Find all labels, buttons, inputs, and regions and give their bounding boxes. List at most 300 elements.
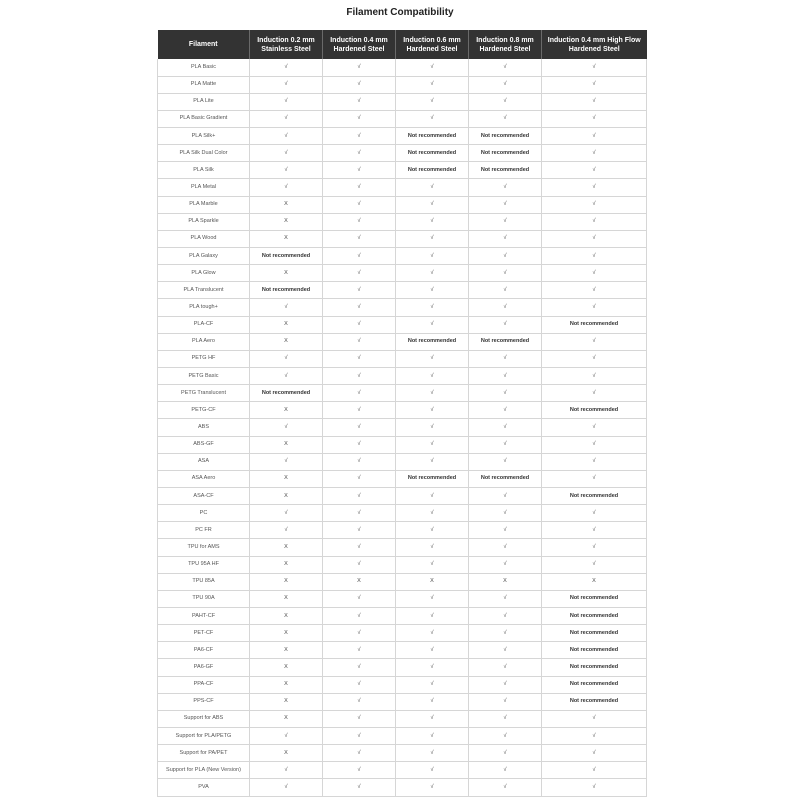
nozzle-04-high-flow-cell: √ xyxy=(542,213,647,230)
nozzle-04-hardened-cell: √ xyxy=(323,213,396,230)
nozzle-08-hardened-cell: Not recommended xyxy=(469,162,542,179)
table-row xyxy=(158,179,647,196)
nozzle-02-stainless-cell: X xyxy=(250,213,323,230)
nozzle-04-hardened-cell: √ xyxy=(323,59,396,76)
nozzle-08-hardened-cell: √ xyxy=(469,710,542,727)
nozzle-04-high-flow-cell: √ xyxy=(542,368,647,385)
filament-name-cell: PETG Translucent xyxy=(158,385,250,402)
table-row xyxy=(158,368,647,385)
table-row xyxy=(158,573,647,590)
nozzle-04-high-flow-cell: √ xyxy=(542,419,647,436)
filament-name-cell: PVA xyxy=(158,779,250,796)
nozzle-08-hardened-cell: √ xyxy=(469,110,542,127)
nozzle-02-stainless-cell: √ xyxy=(250,350,323,367)
table-body xyxy=(158,59,647,796)
nozzle-08-hardened-cell: √ xyxy=(469,316,542,333)
table-row xyxy=(158,488,647,505)
nozzle-04-high-flow-cell: Not recommended xyxy=(542,402,647,419)
page-title: Filament Compatibility xyxy=(346,7,454,18)
table-row xyxy=(158,590,647,607)
nozzle-04-high-flow-cell: Not recommended xyxy=(542,676,647,693)
nozzle-04-hardened-cell: √ xyxy=(323,608,396,625)
table-row xyxy=(158,265,647,282)
nozzle-06-hardened-cell: √ xyxy=(396,59,469,76)
nozzle-08-hardened-cell: √ xyxy=(469,59,542,76)
nozzle-04-hardened-cell: √ xyxy=(323,162,396,179)
nozzle-06-hardened-cell: X xyxy=(396,573,469,590)
nozzle-02-stainless-cell: X xyxy=(250,436,323,453)
nozzle-08-hardened-cell: X xyxy=(469,573,542,590)
table-row xyxy=(158,299,647,316)
nozzle-06-hardened-cell: √ xyxy=(396,659,469,676)
nozzle-06-hardened-cell: √ xyxy=(396,213,469,230)
nozzle-06-hardened-cell: Not recommended xyxy=(396,145,469,162)
column-header-nozzle-08-hardened: Induction 0.8 mm Hardened Steel xyxy=(469,30,542,59)
filament-name-cell: PLA Basic Gradient xyxy=(158,110,250,127)
nozzle-02-stainless-cell: √ xyxy=(250,419,323,436)
table-row xyxy=(158,539,647,556)
nozzle-04-high-flow-cell: Not recommended xyxy=(542,642,647,659)
nozzle-06-hardened-cell: √ xyxy=(396,745,469,762)
nozzle-08-hardened-cell: Not recommended xyxy=(469,470,542,487)
nozzle-06-hardened-cell: √ xyxy=(396,350,469,367)
nozzle-02-stainless-cell: X xyxy=(250,316,323,333)
table-row xyxy=(158,608,647,625)
nozzle-06-hardened-cell: Not recommended xyxy=(396,333,469,350)
table-row xyxy=(158,676,647,693)
filament-name-cell: PC FR xyxy=(158,522,250,539)
nozzle-06-hardened-cell: √ xyxy=(396,642,469,659)
table-row xyxy=(158,693,647,710)
table-row xyxy=(158,248,647,265)
filament-name-cell: PLA Silk+ xyxy=(158,128,250,145)
nozzle-02-stainless-cell: √ xyxy=(250,110,323,127)
nozzle-08-hardened-cell: √ xyxy=(469,522,542,539)
nozzle-06-hardened-cell: √ xyxy=(396,727,469,744)
table-row xyxy=(158,522,647,539)
nozzle-06-hardened-cell: √ xyxy=(396,608,469,625)
nozzle-04-high-flow-cell: √ xyxy=(542,727,647,744)
table-row xyxy=(158,727,647,744)
nozzle-06-hardened-cell: √ xyxy=(396,590,469,607)
nozzle-08-hardened-cell: √ xyxy=(469,505,542,522)
nozzle-04-high-flow-cell: √ xyxy=(542,522,647,539)
nozzle-04-hardened-cell: X xyxy=(323,573,396,590)
nozzle-02-stainless-cell: X xyxy=(250,710,323,727)
nozzle-06-hardened-cell: √ xyxy=(396,419,469,436)
nozzle-08-hardened-cell: √ xyxy=(469,488,542,505)
nozzle-06-hardened-cell: √ xyxy=(396,385,469,402)
nozzle-02-stainless-cell: X xyxy=(250,230,323,247)
table-row xyxy=(158,402,647,419)
nozzle-02-stainless-cell: Not recommended xyxy=(250,282,323,299)
nozzle-04-hardened-cell: √ xyxy=(323,505,396,522)
nozzle-02-stainless-cell: √ xyxy=(250,145,323,162)
nozzle-06-hardened-cell: √ xyxy=(396,110,469,127)
nozzle-06-hardened-cell: √ xyxy=(396,436,469,453)
table-row xyxy=(158,470,647,487)
table-header-row xyxy=(158,30,647,59)
nozzle-04-hardened-cell: √ xyxy=(323,230,396,247)
nozzle-04-hardened-cell: √ xyxy=(323,299,396,316)
nozzle-06-hardened-cell: √ xyxy=(396,402,469,419)
nozzle-04-hardened-cell: √ xyxy=(323,93,396,110)
table-row xyxy=(158,505,647,522)
nozzle-04-high-flow-cell: √ xyxy=(542,710,647,727)
nozzle-04-high-flow-cell: Not recommended xyxy=(542,590,647,607)
nozzle-06-hardened-cell: √ xyxy=(396,76,469,93)
nozzle-02-stainless-cell: Not recommended xyxy=(250,385,323,402)
nozzle-02-stainless-cell: X xyxy=(250,573,323,590)
filament-name-cell: TPU 95A HF xyxy=(158,556,250,573)
table-row xyxy=(158,230,647,247)
nozzle-08-hardened-cell: √ xyxy=(469,436,542,453)
nozzle-04-hardened-cell: √ xyxy=(323,693,396,710)
table-row xyxy=(158,76,647,93)
nozzle-04-high-flow-cell: √ xyxy=(542,745,647,762)
nozzle-04-high-flow-cell: √ xyxy=(542,539,647,556)
nozzle-02-stainless-cell: Not recommended xyxy=(250,248,323,265)
table-row xyxy=(158,145,647,162)
nozzle-02-stainless-cell: √ xyxy=(250,162,323,179)
table-row xyxy=(158,93,647,110)
nozzle-04-high-flow-cell: √ xyxy=(542,350,647,367)
nozzle-08-hardened-cell: √ xyxy=(469,213,542,230)
filament-name-cell: PLA Galaxy xyxy=(158,248,250,265)
nozzle-06-hardened-cell: √ xyxy=(396,539,469,556)
nozzle-04-high-flow-cell: √ xyxy=(542,265,647,282)
filament-name-cell: PET-CF xyxy=(158,625,250,642)
table-row xyxy=(158,128,647,145)
nozzle-02-stainless-cell: X xyxy=(250,590,323,607)
nozzle-08-hardened-cell: Not recommended xyxy=(469,128,542,145)
nozzle-08-hardened-cell: √ xyxy=(469,282,542,299)
nozzle-04-high-flow-cell: √ xyxy=(542,179,647,196)
nozzle-06-hardened-cell: √ xyxy=(396,93,469,110)
nozzle-08-hardened-cell: √ xyxy=(469,385,542,402)
table-row xyxy=(158,625,647,642)
filament-name-cell: PLA Silk Dual Color xyxy=(158,145,250,162)
table-row xyxy=(158,779,647,796)
nozzle-04-hardened-cell: √ xyxy=(323,316,396,333)
nozzle-04-hardened-cell: √ xyxy=(323,402,396,419)
nozzle-04-high-flow-cell: Not recommended xyxy=(542,316,647,333)
nozzle-02-stainless-cell: √ xyxy=(250,299,323,316)
table-row xyxy=(158,350,647,367)
nozzle-02-stainless-cell: √ xyxy=(250,368,323,385)
filament-name-cell: PAHT-CF xyxy=(158,608,250,625)
nozzle-08-hardened-cell: √ xyxy=(469,402,542,419)
nozzle-06-hardened-cell: √ xyxy=(396,230,469,247)
nozzle-08-hardened-cell: √ xyxy=(469,230,542,247)
nozzle-06-hardened-cell: √ xyxy=(396,762,469,779)
nozzle-06-hardened-cell: √ xyxy=(396,676,469,693)
nozzle-04-hardened-cell: √ xyxy=(323,710,396,727)
nozzle-04-hardened-cell: √ xyxy=(323,779,396,796)
nozzle-02-stainless-cell: X xyxy=(250,196,323,213)
nozzle-04-high-flow-cell: √ xyxy=(542,282,647,299)
filament-name-cell: ASA xyxy=(158,453,250,470)
nozzle-04-hardened-cell: √ xyxy=(323,642,396,659)
nozzle-04-hardened-cell: √ xyxy=(323,248,396,265)
nozzle-08-hardened-cell: √ xyxy=(469,248,542,265)
nozzle-08-hardened-cell: √ xyxy=(469,642,542,659)
nozzle-06-hardened-cell: √ xyxy=(396,522,469,539)
filament-name-cell: PLA Glow xyxy=(158,265,250,282)
nozzle-08-hardened-cell: √ xyxy=(469,419,542,436)
nozzle-06-hardened-cell: √ xyxy=(396,625,469,642)
nozzle-04-high-flow-cell: √ xyxy=(542,93,647,110)
nozzle-02-stainless-cell: √ xyxy=(250,762,323,779)
filament-name-cell: PLA Matte xyxy=(158,76,250,93)
filament-name-cell: PLA tough+ xyxy=(158,299,250,316)
table-row xyxy=(158,436,647,453)
nozzle-06-hardened-cell: √ xyxy=(396,453,469,470)
nozzle-02-stainless-cell: X xyxy=(250,625,323,642)
nozzle-04-hardened-cell: √ xyxy=(323,368,396,385)
nozzle-04-hardened-cell: √ xyxy=(323,282,396,299)
nozzle-04-high-flow-cell: √ xyxy=(542,110,647,127)
filament-name-cell: TPU for AMS xyxy=(158,539,250,556)
nozzle-04-hardened-cell: √ xyxy=(323,556,396,573)
nozzle-04-high-flow-cell: √ xyxy=(542,470,647,487)
filament-name-cell: PLA Lite xyxy=(158,93,250,110)
nozzle-04-high-flow-cell: √ xyxy=(542,76,647,93)
nozzle-04-hardened-cell: √ xyxy=(323,145,396,162)
nozzle-08-hardened-cell: √ xyxy=(469,762,542,779)
nozzle-02-stainless-cell: X xyxy=(250,265,323,282)
nozzle-08-hardened-cell: √ xyxy=(469,76,542,93)
table-row xyxy=(158,642,647,659)
filament-name-cell: PLA Sparkle xyxy=(158,213,250,230)
nozzle-02-stainless-cell: √ xyxy=(250,779,323,796)
filament-name-cell: PETG HF xyxy=(158,350,250,367)
nozzle-04-hardened-cell: √ xyxy=(323,539,396,556)
nozzle-06-hardened-cell: √ xyxy=(396,265,469,282)
nozzle-04-high-flow-cell: Not recommended xyxy=(542,693,647,710)
filament-name-cell: PLA Translucent xyxy=(158,282,250,299)
nozzle-08-hardened-cell: √ xyxy=(469,350,542,367)
nozzle-04-high-flow-cell: Not recommended xyxy=(542,625,647,642)
table-row xyxy=(158,659,647,676)
nozzle-08-hardened-cell: √ xyxy=(469,779,542,796)
nozzle-04-hardened-cell: √ xyxy=(323,727,396,744)
nozzle-04-hardened-cell: √ xyxy=(323,436,396,453)
nozzle-04-high-flow-cell: √ xyxy=(542,162,647,179)
nozzle-08-hardened-cell: √ xyxy=(469,539,542,556)
nozzle-08-hardened-cell: √ xyxy=(469,179,542,196)
nozzle-02-stainless-cell: X xyxy=(250,745,323,762)
nozzle-08-hardened-cell: √ xyxy=(469,556,542,573)
nozzle-08-hardened-cell: √ xyxy=(469,625,542,642)
nozzle-04-hardened-cell: √ xyxy=(323,470,396,487)
nozzle-04-high-flow-cell: √ xyxy=(542,248,647,265)
nozzle-06-hardened-cell: √ xyxy=(396,505,469,522)
nozzle-04-high-flow-cell: √ xyxy=(542,762,647,779)
filament-name-cell: PETG Basic xyxy=(158,368,250,385)
nozzle-08-hardened-cell: Not recommended xyxy=(469,145,542,162)
filament-name-cell: PLA Silk xyxy=(158,162,250,179)
filament-name-cell: PA6-CF xyxy=(158,642,250,659)
nozzle-02-stainless-cell: √ xyxy=(250,727,323,744)
nozzle-02-stainless-cell: √ xyxy=(250,179,323,196)
nozzle-06-hardened-cell: √ xyxy=(396,316,469,333)
nozzle-02-stainless-cell: X xyxy=(250,642,323,659)
nozzle-04-hardened-cell: √ xyxy=(323,453,396,470)
filament-name-cell: TPU 90A xyxy=(158,590,250,607)
nozzle-04-high-flow-cell: √ xyxy=(542,128,647,145)
filament-name-cell: Support for PLA (New Version) xyxy=(158,762,250,779)
table-row xyxy=(158,162,647,179)
column-header-nozzle-04-high-flow: Induction 0.4 mm High Flow Hardened Steel xyxy=(542,30,647,59)
nozzle-04-high-flow-cell: √ xyxy=(542,59,647,76)
nozzle-08-hardened-cell: √ xyxy=(469,93,542,110)
nozzle-02-stainless-cell: X xyxy=(250,402,323,419)
nozzle-06-hardened-cell: √ xyxy=(396,556,469,573)
nozzle-06-hardened-cell: √ xyxy=(396,248,469,265)
filament-name-cell: PLA Metal xyxy=(158,179,250,196)
nozzle-06-hardened-cell: √ xyxy=(396,693,469,710)
filament-name-cell: ABS-GF xyxy=(158,436,250,453)
nozzle-04-high-flow-cell: √ xyxy=(542,385,647,402)
nozzle-02-stainless-cell: √ xyxy=(250,522,323,539)
nozzle-08-hardened-cell: √ xyxy=(469,453,542,470)
nozzle-08-hardened-cell: √ xyxy=(469,368,542,385)
nozzle-04-high-flow-cell: √ xyxy=(542,145,647,162)
nozzle-02-stainless-cell: X xyxy=(250,470,323,487)
nozzle-04-hardened-cell: √ xyxy=(323,659,396,676)
nozzle-02-stainless-cell: X xyxy=(250,608,323,625)
table-row xyxy=(158,453,647,470)
filament-name-cell: ASA-CF xyxy=(158,488,250,505)
filament-name-cell: PA6-GF xyxy=(158,659,250,676)
nozzle-04-high-flow-cell: √ xyxy=(542,453,647,470)
nozzle-04-high-flow-cell: X xyxy=(542,573,647,590)
nozzle-04-hardened-cell: √ xyxy=(323,762,396,779)
filament-name-cell: PPS-CF xyxy=(158,693,250,710)
filament-name-cell: PETG-CF xyxy=(158,402,250,419)
nozzle-08-hardened-cell: √ xyxy=(469,299,542,316)
nozzle-06-hardened-cell: Not recommended xyxy=(396,470,469,487)
table-row xyxy=(158,282,647,299)
nozzle-06-hardened-cell: √ xyxy=(396,179,469,196)
nozzle-04-hardened-cell: √ xyxy=(323,590,396,607)
nozzle-08-hardened-cell: √ xyxy=(469,265,542,282)
nozzle-04-high-flow-cell: Not recommended xyxy=(542,488,647,505)
nozzle-04-high-flow-cell: √ xyxy=(542,196,647,213)
nozzle-02-stainless-cell: X xyxy=(250,676,323,693)
column-header-nozzle-04-hardened: Induction 0.4 mm Hardened Steel xyxy=(323,30,396,59)
filament-name-cell: TPU 85A xyxy=(158,573,250,590)
nozzle-04-hardened-cell: √ xyxy=(323,128,396,145)
nozzle-02-stainless-cell: X xyxy=(250,333,323,350)
table-row xyxy=(158,196,647,213)
nozzle-04-hardened-cell: √ xyxy=(323,488,396,505)
nozzle-04-hardened-cell: √ xyxy=(323,350,396,367)
nozzle-02-stainless-cell: √ xyxy=(250,59,323,76)
filament-name-cell: PLA Wood xyxy=(158,230,250,247)
nozzle-02-stainless-cell: √ xyxy=(250,93,323,110)
nozzle-06-hardened-cell: √ xyxy=(396,368,469,385)
nozzle-02-stainless-cell: X xyxy=(250,539,323,556)
filament-name-cell: PLA Basic xyxy=(158,59,250,76)
nozzle-04-high-flow-cell: √ xyxy=(542,779,647,796)
nozzle-04-hardened-cell: √ xyxy=(323,76,396,93)
table-row xyxy=(158,419,647,436)
filament-name-cell: ASA Aero xyxy=(158,470,250,487)
nozzle-08-hardened-cell: √ xyxy=(469,196,542,213)
table-row xyxy=(158,316,647,333)
filament-name-cell: ABS xyxy=(158,419,250,436)
table-row xyxy=(158,710,647,727)
filament-name-cell: PPA-CF xyxy=(158,676,250,693)
nozzle-04-high-flow-cell: √ xyxy=(542,436,647,453)
nozzle-02-stainless-cell: X xyxy=(250,488,323,505)
nozzle-04-hardened-cell: √ xyxy=(323,676,396,693)
nozzle-06-hardened-cell: √ xyxy=(396,299,469,316)
nozzle-04-hardened-cell: √ xyxy=(323,625,396,642)
nozzle-02-stainless-cell: √ xyxy=(250,505,323,522)
nozzle-04-high-flow-cell: √ xyxy=(542,505,647,522)
filament-name-cell: Support for ABS xyxy=(158,710,250,727)
nozzle-04-hardened-cell: √ xyxy=(323,745,396,762)
nozzle-04-hardened-cell: √ xyxy=(323,265,396,282)
nozzle-06-hardened-cell: √ xyxy=(396,488,469,505)
table-row xyxy=(158,762,647,779)
nozzle-02-stainless-cell: X xyxy=(250,693,323,710)
filament-name-cell: PLA Marble xyxy=(158,196,250,213)
column-header-nozzle-06-hardened: Induction 0.6 mm Hardened Steel xyxy=(396,30,469,59)
nozzle-08-hardened-cell: √ xyxy=(469,659,542,676)
nozzle-02-stainless-cell: √ xyxy=(250,453,323,470)
filament-name-cell: PLA-CF xyxy=(158,316,250,333)
filament-name-cell: PLA Aero xyxy=(158,333,250,350)
table-row xyxy=(158,110,647,127)
nozzle-06-hardened-cell: √ xyxy=(396,282,469,299)
table-row xyxy=(158,385,647,402)
nozzle-02-stainless-cell: √ xyxy=(250,76,323,93)
nozzle-08-hardened-cell: √ xyxy=(469,676,542,693)
nozzle-04-high-flow-cell: Not recommended xyxy=(542,659,647,676)
filament-name-cell: Support for PLA/PETG xyxy=(158,727,250,744)
nozzle-02-stainless-cell: √ xyxy=(250,128,323,145)
nozzle-08-hardened-cell: √ xyxy=(469,608,542,625)
table-row xyxy=(158,213,647,230)
table-row xyxy=(158,556,647,573)
table-row xyxy=(158,59,647,76)
nozzle-04-hardened-cell: √ xyxy=(323,196,396,213)
nozzle-08-hardened-cell: Not recommended xyxy=(469,333,542,350)
nozzle-06-hardened-cell: Not recommended xyxy=(396,162,469,179)
nozzle-08-hardened-cell: √ xyxy=(469,590,542,607)
filament-compatibility-table xyxy=(157,30,647,797)
table-row xyxy=(158,333,647,350)
nozzle-08-hardened-cell: √ xyxy=(469,745,542,762)
nozzle-04-hardened-cell: √ xyxy=(323,522,396,539)
nozzle-04-hardened-cell: √ xyxy=(323,419,396,436)
nozzle-04-high-flow-cell: √ xyxy=(542,299,647,316)
nozzle-04-hardened-cell: √ xyxy=(323,110,396,127)
nozzle-04-high-flow-cell: Not recommended xyxy=(542,608,647,625)
nozzle-04-high-flow-cell: √ xyxy=(542,333,647,350)
column-header-filament: Filament xyxy=(158,30,250,59)
nozzle-06-hardened-cell: √ xyxy=(396,779,469,796)
nozzle-04-hardened-cell: √ xyxy=(323,385,396,402)
nozzle-06-hardened-cell: √ xyxy=(396,710,469,727)
nozzle-04-high-flow-cell: √ xyxy=(542,230,647,247)
nozzle-04-hardened-cell: √ xyxy=(323,333,396,350)
nozzle-06-hardened-cell: √ xyxy=(396,196,469,213)
